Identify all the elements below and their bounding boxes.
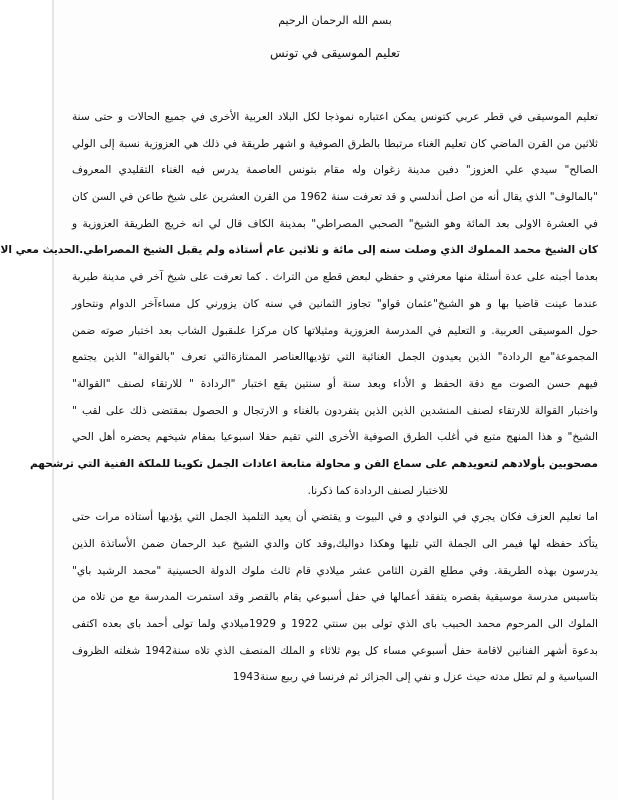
scan-edge-left — [52, 0, 54, 800]
body-line: تعليم الموسيقى في قطر عربي كتونس يمكن اعتباره نموذجا لكل البلاد العربية الأخرى في جميع الحالات و حتى سنة — [72, 111, 598, 123]
body-line: المجموعة"مع الردادة" الذين يعيدون الجمل الغنائية التي تؤديهاالعناصر الممتازةالتي تعرف "بالقوالة" الذين يجتمع — [72, 351, 598, 364]
body-line: عندما عينت قاضيا بها و هو الشيخ"عثمان قواو" تجاوز الثمانين في سنه كان يزورني كل مساءآخر الدوام ونتحاور — [72, 297, 598, 310]
body-line: يدرسون بهذه الطريقة. وفي مطلع القرن الثامن عشر ميلادي قام ثالث ملوك الدولة الحسينية "محمد الرشيد باي" — [72, 564, 598, 577]
document-title: تعليم الموسيقى في تونس — [270, 46, 400, 60]
body-line: في العشرة الاولى بعد المائة وهو الشيخ" الصحبي المصراطي" بمدينة الكاف قال لي انه خريج الطريقة العزوزية و — [72, 217, 598, 230]
body-line: الملوك الى المرحوم محمد الحبيب باى الذي تولى بين سنتي 1922 و 1929ميلادي ولما تولى أحمد باى بعده اكتفى — [72, 618, 598, 631]
body-line: مصحوبين بأولادهم لتعويدهم على سماع الفن و محاولة متابعة اعادات الجمل تكوينا للملكة الفنية التي ترشحهم — [29, 457, 598, 470]
body-line: الصالح" سيدي علي العزوز" دفين مدينة زغوان وله مقام بتونس العاصمة يدرس فيه الغناء التقليدي المعروف — [72, 164, 598, 177]
body-line: كان الشيخ محمد المملوك الذي وصلت سنه إلى مائة و ثلاثين عام أستاذه ولم يقبل الشيخ المصراطي.الحديث معي الا — [0, 244, 598, 257]
body-line: حول الموسيقى العربية. و التعليم في المدرسة العزوزية ومثيلاتها كان مركزا علىقبول الشاب بعد اختبار صوته ضمن — [72, 324, 598, 337]
body-line: ثلاثين من القرن الماضي كان تعليم الغناء مرتبطا بالطرق الصوفية و اشهر طريقة في ذلك هي العزوزية نسبة إلى الولي — [72, 137, 598, 150]
basmala-heading: بسم الله الرحمان الرحيم — [278, 14, 392, 27]
body-line: بعدما أجبته على عدة أسئلة منها معرفتي و حفظي لبعض قطع من التراث . كما تعرفت على شيخ آخر في مدينة طبربة — [72, 271, 598, 284]
body-line: بتاسيس مدرسة موسيقية بقصره يتفقد أعمالها في حفل أسبوعي يقام بالقصر وقد استمرت المدرسة مع من تلاه من — [72, 591, 598, 604]
document-body — [0, 104, 598, 691]
body-line: للاختبار لصنف الردادة كما ذكرنا. — [307, 484, 448, 497]
body-line: الشيخ" و هذا المنهج متبع في أغلب الطرق الصوفية الأخرى التي تقيم حفلا اسبوعيا بمقام شيخهم يحضره أهل الحي — [72, 431, 598, 444]
body-line: بدعوة أشهر الفنانين لاقامة حفل أسبوعي مساء كل يوم ثلاثاء و الملك المنصف الذي تلاه سنة1942 شغلته الظروف — [72, 644, 598, 657]
body-line: واختبار القوالة للارتقاء لصنف المنشدين الذين الذين يتفردون بالغناء و الارتجال و الحصول بمقتضى ذلك على لقب " — [72, 404, 598, 417]
body-line: السياسية و لم تطل مدته حيث عزل و نفي إلى الجزائر ثم فرنسا في ربيع سنة1943 — [232, 671, 598, 684]
body-line: اما تعليم العزف فكان يجري في النوادي و في البيوت و يقتضي أن يعيد التلميذ الجمل التي يؤديها أستاذه مرات حتى — [72, 511, 598, 524]
body-line: يتأكد حفظه لها فيمر الى الجملة التي تليها وهكذا دواليك,وقد كان والدي الشيخ عبد الرحمان ضمن الأساتذة الذين — [72, 538, 598, 550]
body-line: "بالمالوف" الذي يقال أنه من اصل أندلسي و قد تعرفت سنة 1962 من القرن العشرين على شيخ طاعن في السن كان — [72, 191, 598, 204]
body-line: فيهم حسن الصوت مع دقة الحفظ و الأداء وبعد سنة أو سنتين يقع اختبار "الردادة " للارتقاء لصنف "القوالة" — [72, 377, 598, 390]
